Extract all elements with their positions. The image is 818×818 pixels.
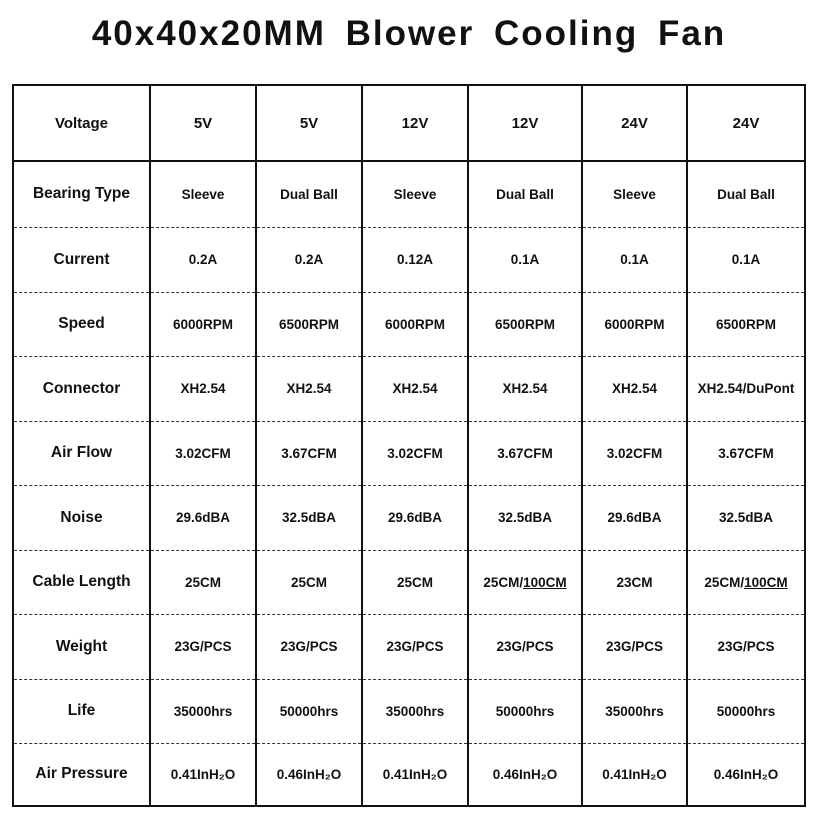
table-cell: 25CM <box>150 550 256 614</box>
table-cell: 5V <box>150 85 256 161</box>
table-cell: 0.2A <box>150 227 256 292</box>
table-row <box>13 485 805 550</box>
table-cell: 3.02CFM <box>582 421 687 485</box>
table-cell: 23G/PCS <box>256 614 362 679</box>
table-cell: 23G/PCS <box>150 614 256 679</box>
table-cell: 3.67CFM <box>256 421 362 485</box>
table-cell: 35000hrs <box>150 679 256 743</box>
table-cell: 50000hrs <box>687 679 805 743</box>
table-cell: 0.46InH₂O <box>256 743 362 806</box>
table-cell: 12V <box>362 85 468 161</box>
table-cell: 6500RPM <box>256 292 362 356</box>
table-cell: XH2.54 <box>582 356 687 421</box>
table-cell: 50000hrs <box>468 679 582 743</box>
table-cell: 25CM/100CM <box>687 550 805 614</box>
table-cell: 29.6dBA <box>362 485 468 550</box>
table-cell: 35000hrs <box>582 679 687 743</box>
row-label: Noise <box>13 485 150 550</box>
row-label: Bearing Type <box>13 161 150 227</box>
table-row <box>13 550 805 614</box>
table-cell: 6500RPM <box>468 292 582 356</box>
row-label: Weight <box>13 614 150 679</box>
row-label: Voltage <box>13 85 150 161</box>
table-cell: 32.5dBA <box>687 485 805 550</box>
table-cell: 6500RPM <box>687 292 805 356</box>
table-cell: 0.41InH₂O <box>362 743 468 806</box>
table-row <box>13 679 805 743</box>
table-row <box>13 227 805 292</box>
table-cell: Dual Ball <box>468 161 582 227</box>
table-cell: 12V <box>468 85 582 161</box>
table-cell: 3.02CFM <box>362 421 468 485</box>
table-cell: 29.6dBA <box>582 485 687 550</box>
row-label: Current <box>13 227 150 292</box>
table-cell: 25CM <box>362 550 468 614</box>
table-cell: 35000hrs <box>362 679 468 743</box>
cable-length-alt: 100CM <box>744 574 788 590</box>
row-label: Air Pressure <box>13 743 150 806</box>
table-cell: 0.12A <box>362 227 468 292</box>
table-cell: 23G/PCS <box>468 614 582 679</box>
table-cell: 29.6dBA <box>150 485 256 550</box>
page-title: 40x40x20MM Blower Cooling Fan <box>91 14 727 53</box>
table-row <box>13 421 805 485</box>
table-cell: 0.46InH₂O <box>468 743 582 806</box>
table-cell: 0.2A <box>256 227 362 292</box>
table-cell: Sleeve <box>150 161 256 227</box>
table-cell: Dual Ball <box>687 161 805 227</box>
table-cell: 24V <box>687 85 805 161</box>
table-cell: Dual Ball <box>256 161 362 227</box>
table-cell: 32.5dBA <box>468 485 582 550</box>
table-cell: 25CM/100CM <box>468 550 582 614</box>
table-cell: 3.67CFM <box>468 421 582 485</box>
row-label: Air Flow <box>13 421 150 485</box>
table-cell: 6000RPM <box>150 292 256 356</box>
table-cell: 6000RPM <box>362 292 468 356</box>
row-label: Speed <box>13 292 150 356</box>
table-row <box>13 614 805 679</box>
spec-table <box>12 84 806 807</box>
row-label: Connector <box>13 356 150 421</box>
table-row <box>13 292 805 356</box>
table-cell: XH2.54 <box>468 356 582 421</box>
table-row <box>13 743 805 806</box>
table-cell: 23G/PCS <box>362 614 468 679</box>
table-cell: 0.1A <box>582 227 687 292</box>
table-cell: 0.41InH₂O <box>582 743 687 806</box>
table-cell: 6000RPM <box>582 292 687 356</box>
table-cell: 25CM <box>256 550 362 614</box>
cable-length-alt: 100CM <box>523 574 567 590</box>
table-cell: XH2.54/DuPont <box>687 356 805 421</box>
table-cell: 23G/PCS <box>582 614 687 679</box>
row-label: Cable Length <box>13 550 150 614</box>
table-cell: 0.41InH₂O <box>150 743 256 806</box>
table-cell: 0.1A <box>468 227 582 292</box>
table-cell: 5V <box>256 85 362 161</box>
table-cell: Sleeve <box>582 161 687 227</box>
table-cell: Sleeve <box>362 161 468 227</box>
table-cell: 32.5dBA <box>256 485 362 550</box>
row-label: Life <box>13 679 150 743</box>
table-cell: 24V <box>582 85 687 161</box>
table-cell: 0.1A <box>687 227 805 292</box>
table-row <box>13 356 805 421</box>
table-cell: XH2.54 <box>256 356 362 421</box>
table-row <box>13 161 805 227</box>
table-cell: 23CM <box>582 550 687 614</box>
table-row <box>13 85 805 161</box>
table-cell: XH2.54 <box>362 356 468 421</box>
table-cell: 0.46InH₂O <box>687 743 805 806</box>
spec-table-body <box>13 85 805 806</box>
table-cell: 23G/PCS <box>687 614 805 679</box>
table-cell: 50000hrs <box>256 679 362 743</box>
table-cell: 3.02CFM <box>150 421 256 485</box>
table-cell: XH2.54 <box>150 356 256 421</box>
table-cell: 3.67CFM <box>687 421 805 485</box>
